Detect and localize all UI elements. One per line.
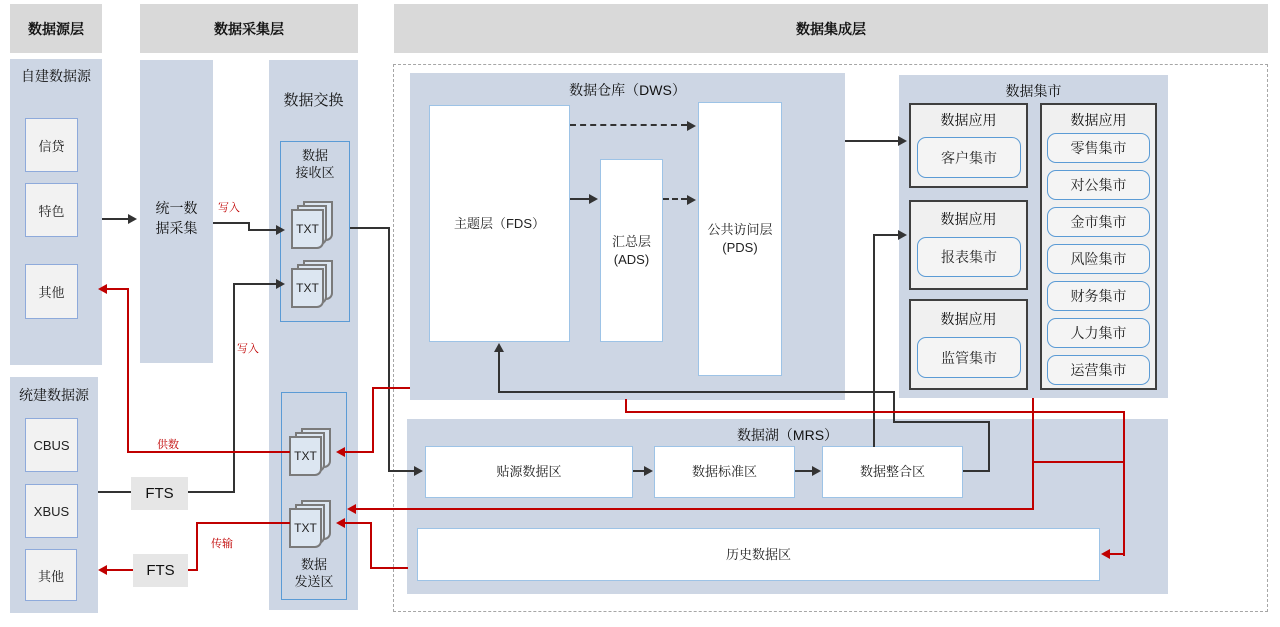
arrow-into-other-selfbuilt xyxy=(98,284,107,294)
arrow-into-send-zone xyxy=(347,504,356,514)
flow-label-supply: 供数 xyxy=(157,439,179,451)
mart-item-risk: 风险集市 xyxy=(1047,244,1150,274)
flow-integration-to-fds-line xyxy=(988,421,990,472)
arrow-into-staging xyxy=(414,466,423,476)
mart-app-title: 数据应用 xyxy=(940,112,997,128)
mart-item-customer: 客户集市 xyxy=(917,137,1021,178)
mart-item-regulatory: 监管集市 xyxy=(917,337,1021,378)
arrow-into-send-txt2 xyxy=(336,518,345,528)
arrow-into-receive-txt1 xyxy=(276,225,285,235)
flow-fts-to-receive-line xyxy=(233,284,235,493)
warehouse-summary-layer xyxy=(600,159,663,342)
flow-dws-to-history-line xyxy=(625,411,1125,413)
label-data-lake: 数据湖（MRS） xyxy=(736,427,839,443)
flow-integration-to-fds-line xyxy=(893,421,990,423)
flow-transfer-line xyxy=(196,522,198,571)
flow-dws-to-history-line xyxy=(1123,411,1125,556)
flow-supply-line xyxy=(107,288,129,290)
flow-fts-to-receive-line xyxy=(233,283,276,285)
arrow-into-integration xyxy=(812,466,821,476)
txt-file-label: TXT xyxy=(289,436,322,476)
flow-transfer-line xyxy=(188,569,198,571)
source-box-credit: 信贷 xyxy=(25,118,78,172)
flow-dws-to-customer-line xyxy=(845,140,898,142)
txt-file-icon xyxy=(291,260,337,310)
label-data-exchange: 数据交换 xyxy=(283,92,344,109)
summary-layer-line1: 汇总层 xyxy=(611,233,651,249)
send-zone-title xyxy=(281,556,347,590)
flow-staging-to-standard-line xyxy=(633,470,644,472)
txt-file-label: TXT xyxy=(291,209,324,249)
label-data-mart: 数据集市 xyxy=(1005,83,1062,99)
label-unified-collection xyxy=(140,198,213,238)
source-box-cbus: CBUS xyxy=(25,418,78,472)
arrow-into-fds xyxy=(494,343,504,352)
arrow-into-report-app xyxy=(898,230,907,240)
flow-integration-to-fds-line xyxy=(498,352,500,393)
flow-integration-to-report-line xyxy=(873,235,875,447)
flow-supply-line xyxy=(127,288,129,453)
label-unified-collection-line2: 据采集 xyxy=(155,220,198,236)
flow-ads-to-pds-dashed xyxy=(663,198,687,200)
arrow-into-collection xyxy=(128,214,137,224)
flow-integration-to-fds-line xyxy=(498,391,895,393)
arrow-into-customer-app xyxy=(898,136,907,146)
flow-dws-to-send-txt1-line xyxy=(345,451,374,453)
flow-integration-to-fds-line xyxy=(893,391,895,423)
txt-file-label: TXT xyxy=(291,268,324,308)
public-access-line1: 公共访问层 xyxy=(707,222,773,237)
flow-receive-to-staging-line xyxy=(388,227,390,472)
lake-history-zone: 历史数据区 xyxy=(417,528,1100,581)
flow-unified-to-fts-line xyxy=(98,491,131,493)
mart-item-retail: 零售集市 xyxy=(1047,133,1150,163)
arrow-into-pds-top xyxy=(687,121,696,131)
flow-receive-to-staging-line xyxy=(388,470,414,472)
warehouse-subject-layer: 主题层（FDS） xyxy=(429,105,570,342)
lake-zone-integration: 数据整合区 xyxy=(822,446,963,498)
flow-history-to-send-txt2-line xyxy=(345,522,372,524)
label-unified-collection-line1: 统一数 xyxy=(155,200,198,216)
flow-standard-to-integration-line xyxy=(795,470,812,472)
arrow-into-standard xyxy=(644,466,653,476)
summary-layer-line2: (ADS) xyxy=(613,251,650,267)
mart-item-hr: 人力集市 xyxy=(1047,318,1150,348)
receive-zone-title-line2: 接收区 xyxy=(295,165,335,180)
lake-zone-standard: 数据标准区 xyxy=(654,446,795,498)
flow-transfer-line xyxy=(196,522,290,524)
mart-item-financial: 金市集市 xyxy=(1047,207,1150,237)
lake-zone-staging: 贴源数据区 xyxy=(425,446,633,498)
arrow-into-pds-mid xyxy=(687,195,696,205)
flow-receive-to-staging-line xyxy=(350,227,390,229)
flow-collection-to-receive-line xyxy=(248,229,276,231)
flow-dws-to-send-txt1-line xyxy=(372,387,374,453)
public-access-line2: (PDS) xyxy=(722,240,758,255)
mart-app-title: 数据应用 xyxy=(940,311,997,327)
flow-label-write-top: 写入 xyxy=(218,202,240,214)
mart-item-operations: 运营集市 xyxy=(1047,355,1150,385)
fts-box-top: FTS xyxy=(131,477,188,510)
header-source-layer: 数据源层 xyxy=(10,4,102,53)
flow-fds-to-pds-dashed xyxy=(570,124,687,126)
flow-fts-to-receive-line xyxy=(188,491,235,493)
arrow-into-send-txt1 xyxy=(336,447,345,457)
mart-app-title: 数据应用 xyxy=(940,211,997,227)
header-collection-layer: 数据采集层 xyxy=(140,4,358,53)
flow-integration-to-report-line xyxy=(873,234,898,236)
arrow-into-receive-txt2 xyxy=(276,279,285,289)
mart-item-report: 报表集市 xyxy=(917,237,1021,277)
txt-file-icon xyxy=(291,201,337,251)
flow-history-to-send-txt2-line xyxy=(370,522,372,569)
receive-zone-title xyxy=(280,147,350,181)
flow-dws-to-history-line xyxy=(1110,553,1125,555)
mart-item-corporate: 对公集市 xyxy=(1047,170,1150,200)
source-box-xbus: XBUS xyxy=(25,484,78,538)
source-box-other-unified: 其他 xyxy=(25,549,77,601)
flow-transfer-line xyxy=(107,569,133,571)
mart-app-title: 数据应用 xyxy=(1070,112,1127,128)
mart-item-finance: 财务集市 xyxy=(1047,281,1150,311)
label-self-built-sources: 自建数据源 xyxy=(21,68,91,84)
header-integration-layer: 数据集成层 xyxy=(394,4,1268,53)
txt-file-icon xyxy=(289,500,335,550)
send-zone-title-line1: 数据 xyxy=(300,557,327,572)
send-zone-title-line2: 发送区 xyxy=(294,574,334,589)
arrow-into-ads xyxy=(589,194,598,204)
label-unified-sources: 统建数据源 xyxy=(19,387,89,403)
flow-fds-to-ads-line xyxy=(570,198,589,200)
flow-dws-to-send-txt1-line xyxy=(372,387,410,389)
receive-zone-title-line1: 数据 xyxy=(301,148,328,163)
flow-selfbuilt-to-collection-line xyxy=(102,218,128,220)
label-data-warehouse: 数据仓库（DWS） xyxy=(569,82,686,98)
arrow-into-other-unified xyxy=(98,565,107,575)
flow-mart-to-send-line xyxy=(356,508,1034,510)
source-box-other-self: 其他 xyxy=(25,264,78,319)
warehouse-public-access-layer xyxy=(698,102,782,376)
flow-mart-history-connector-line xyxy=(1032,461,1125,463)
flow-mart-to-send-line xyxy=(1032,398,1034,510)
fts-box-bottom: FTS xyxy=(133,554,188,587)
source-box-special: 特色 xyxy=(25,183,78,237)
flow-label-transfer: 传输 xyxy=(211,538,233,550)
flow-integration-to-fds-line xyxy=(963,470,990,472)
flow-history-to-send-txt2-line xyxy=(370,567,408,569)
arrow-into-history xyxy=(1101,549,1110,559)
txt-file-label: TXT xyxy=(289,508,322,548)
flow-supply-line xyxy=(127,451,290,453)
txt-file-icon xyxy=(289,428,335,478)
flow-collection-to-receive-line xyxy=(213,222,250,224)
flow-label-write-bottom: 写入 xyxy=(237,343,259,355)
